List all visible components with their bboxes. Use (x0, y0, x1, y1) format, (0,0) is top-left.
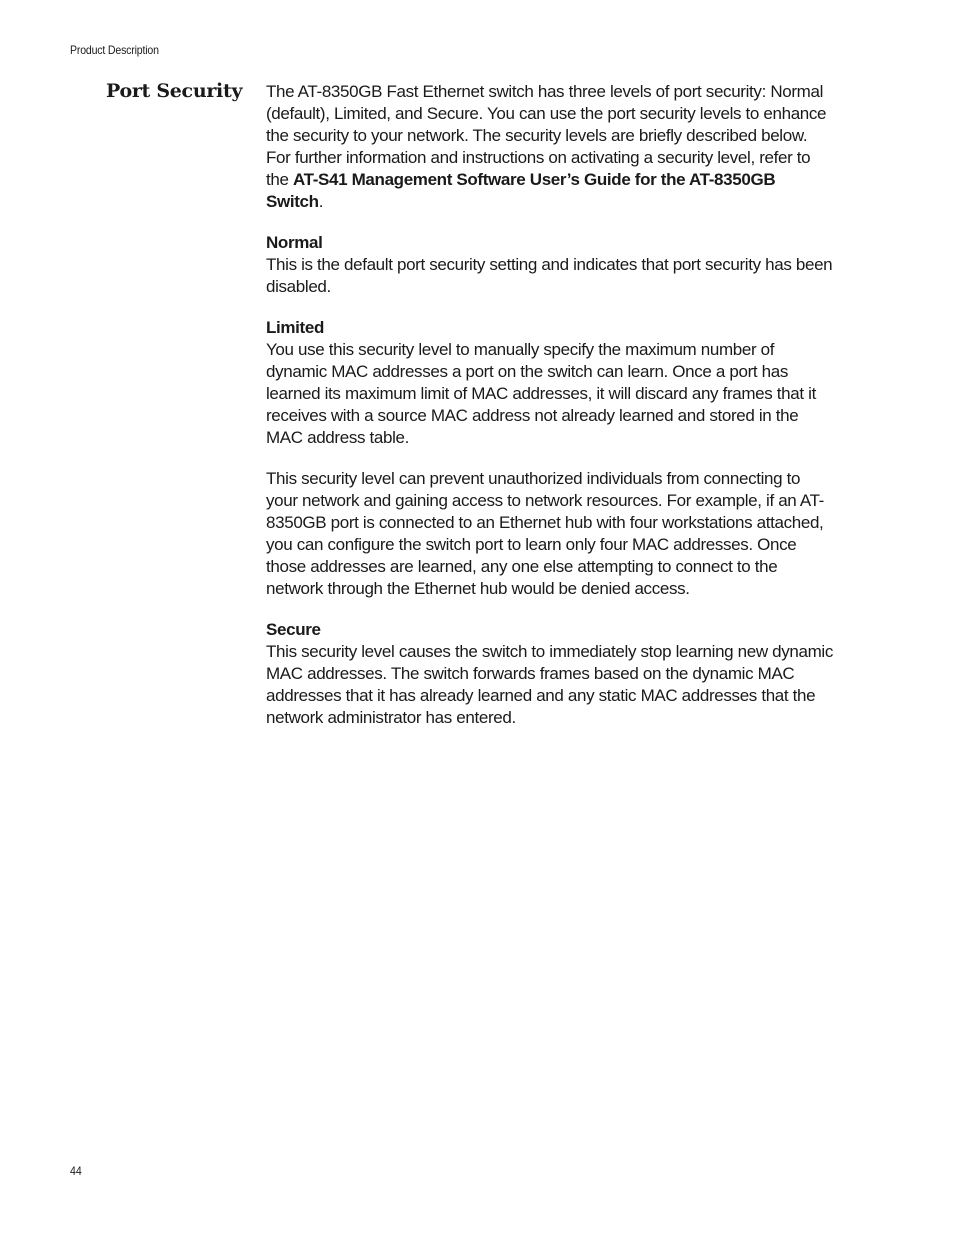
running-header: Product Description (70, 43, 159, 57)
section-title: Port Security (106, 80, 243, 102)
guide-reference: AT-S41 Management Software User’s Guide for the AT-8350GB Switch (266, 170, 776, 211)
limited-description: You use this security level to manually specify the maximum number of dynamic MAC addresses a port on the switch can learn. Once a port has learned its maximum limit of MAC addresses, it will discard any frames that it receives with a source MAC address not already learned and stored in the MAC address table. (266, 340, 816, 447)
intro-paragraph (266, 81, 836, 213)
subheading-secure: Secure (266, 620, 321, 639)
normal-description: This is the default port security setting and indicates that port security has been disabled. (266, 255, 833, 296)
page-number: 44 (70, 1164, 82, 1178)
subheading-normal: Normal (266, 233, 323, 252)
secure-block (266, 619, 836, 729)
subheading-limited: Limited (266, 318, 324, 337)
normal-block (266, 232, 836, 298)
secure-description: This security level causes the switch to immediately stop learning new dynamic MAC addresses. The switch forwards frames based on the dynamic MAC addresses that it has already learned and any static MAC addresses that the network administrator has entered. (266, 642, 834, 727)
intro-text-end: . (318, 192, 324, 211)
intro-text: The AT-8350GB Fast Ethernet switch has three levels of port security: Normal (default), Limited, and Secure. You can use the port security levels to enhance the security to your network. The security levels are briefly described below. For further information and instructions on activating a security level, refer to the (266, 82, 827, 189)
limited-block (266, 317, 836, 449)
limited-example-paragraph: This security level can prevent unauthorized individuals from connecting to your network and gaining access to network resources. For example, if an AT-8350GB port is connected to an Ethernet hub with four workstations attached, you can configure the switch port to learn only four MAC addresses. Once those addresses are learned, any one else attempting to connect to the network through the Ethernet hub would be denied access. (266, 469, 824, 598)
section-body (266, 81, 836, 729)
